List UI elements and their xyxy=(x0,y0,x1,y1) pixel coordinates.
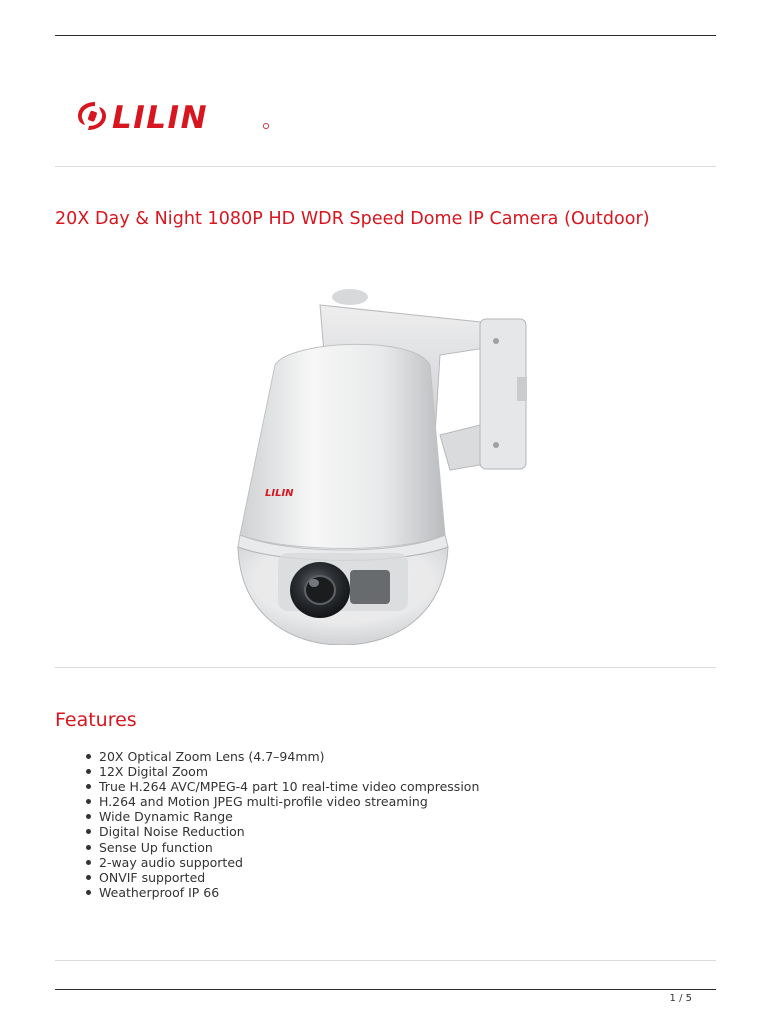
bullet-icon xyxy=(86,829,91,834)
camera-housing xyxy=(238,344,448,560)
bullet-icon xyxy=(86,860,91,865)
top-rule xyxy=(55,35,716,36)
lilin-logo-mark xyxy=(78,102,106,130)
feature-item xyxy=(86,764,479,779)
feature-item xyxy=(86,885,479,900)
bullet-icon xyxy=(86,875,91,880)
bullet-icon xyxy=(86,890,91,895)
feature-item xyxy=(86,794,479,809)
feature-item xyxy=(86,840,479,855)
feature-item xyxy=(86,809,479,824)
feature-item-text: Weatherproof IP 66 xyxy=(99,884,220,900)
product-title: 20X Day & Night 1080P HD WDR Speed Dome IP Camera (Outdoor) xyxy=(55,209,650,229)
lilin-logo xyxy=(75,98,275,134)
feature-item xyxy=(86,749,479,764)
registered-mark xyxy=(263,123,268,128)
feature-item-text: Wide Dynamic Range xyxy=(99,809,233,825)
features-list xyxy=(86,749,479,900)
image-divider xyxy=(55,667,716,668)
feature-item xyxy=(86,779,479,794)
footer-rule xyxy=(55,989,716,990)
feature-item-text: ONVIF supported xyxy=(99,869,206,885)
speed-dome-camera-image xyxy=(230,285,540,645)
feature-item xyxy=(86,855,479,870)
feature-item xyxy=(86,870,479,885)
bullet-icon xyxy=(86,814,91,819)
feature-item-text: True H.264 AVC/MPEG-4 part 10 real-time video compression xyxy=(99,779,480,795)
features-heading: Features xyxy=(55,709,137,731)
bullet-icon xyxy=(86,769,91,774)
feature-item-text: Digital Noise Reduction xyxy=(99,824,245,840)
camera-brand-label: LILIN xyxy=(265,488,294,499)
header-divider xyxy=(55,166,716,167)
feature-item-text: 2-way audio supported xyxy=(99,854,243,870)
feature-item-text: 12X Digital Zoom xyxy=(99,764,208,780)
feature-item-text: Sense Up function xyxy=(99,839,213,855)
bullet-icon xyxy=(86,799,91,804)
features-divider xyxy=(55,960,716,961)
page-number: 1 / 5 xyxy=(669,993,692,1004)
clear-dome xyxy=(238,547,448,645)
lilin-logo-text: LILIN xyxy=(112,100,209,134)
feature-item-text: H.264 and Motion JPEG multi-profile video streaming xyxy=(99,794,428,810)
feature-item-text: 20X Optical Zoom Lens (4.7–94mm) xyxy=(99,749,325,764)
bullet-icon xyxy=(86,754,91,759)
feature-item xyxy=(86,824,479,839)
bullet-icon xyxy=(86,845,91,850)
bullet-icon xyxy=(86,784,91,789)
